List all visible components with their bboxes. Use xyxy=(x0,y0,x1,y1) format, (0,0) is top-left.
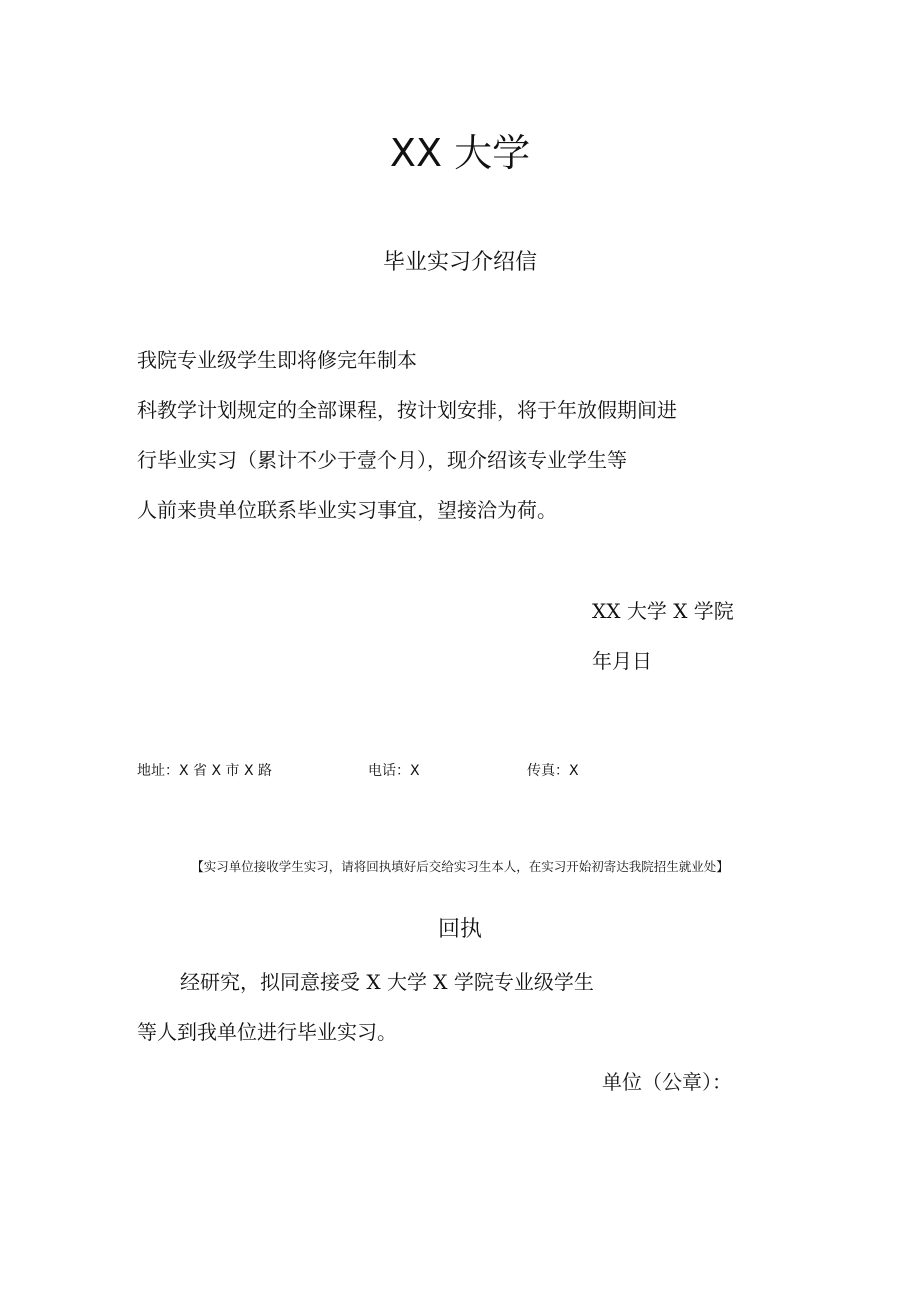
letter-title: 毕业实习介绍信 xyxy=(382,250,537,275)
issue-date: 年月日 xyxy=(592,649,652,673)
receipt-line: 经研究，拟同意接受 X 大学 X 学院专业级学生 xyxy=(180,970,594,994)
receipt-title: 回执 xyxy=(437,917,482,942)
university-title: XX 大学 xyxy=(389,131,531,175)
contact-phone: 电话：X xyxy=(368,763,420,779)
contact-fax: 传真：X xyxy=(527,763,579,779)
return-notice: 【实习单位接收学生实习，请将回执填好后交给实习生本人，在实习开始初寄达我院招生就业处】 xyxy=(191,859,729,874)
issuer-name: XX 大学 X 学院 xyxy=(592,599,734,623)
letter-body-line: 我院专业级学生即将修完年制本 xyxy=(137,348,417,372)
stamp-label: 单位（公章）： xyxy=(602,1070,732,1094)
receipt-line: 等人到我单位进行毕业实习。 xyxy=(137,1020,397,1044)
letter-body-line: 人前来贵单位联系毕业实习事宜，望接洽为荷。 xyxy=(137,498,557,522)
letter-body-line: 行毕业实习（累计不少于壹个月），现介绍该专业学生等 xyxy=(137,448,627,472)
contact-address: 地址：X 省 X 市 X 路 xyxy=(137,763,273,779)
letter-body-line: 科教学计划规定的全部课程，按计划安排，将于年放假期间进 xyxy=(137,398,677,422)
